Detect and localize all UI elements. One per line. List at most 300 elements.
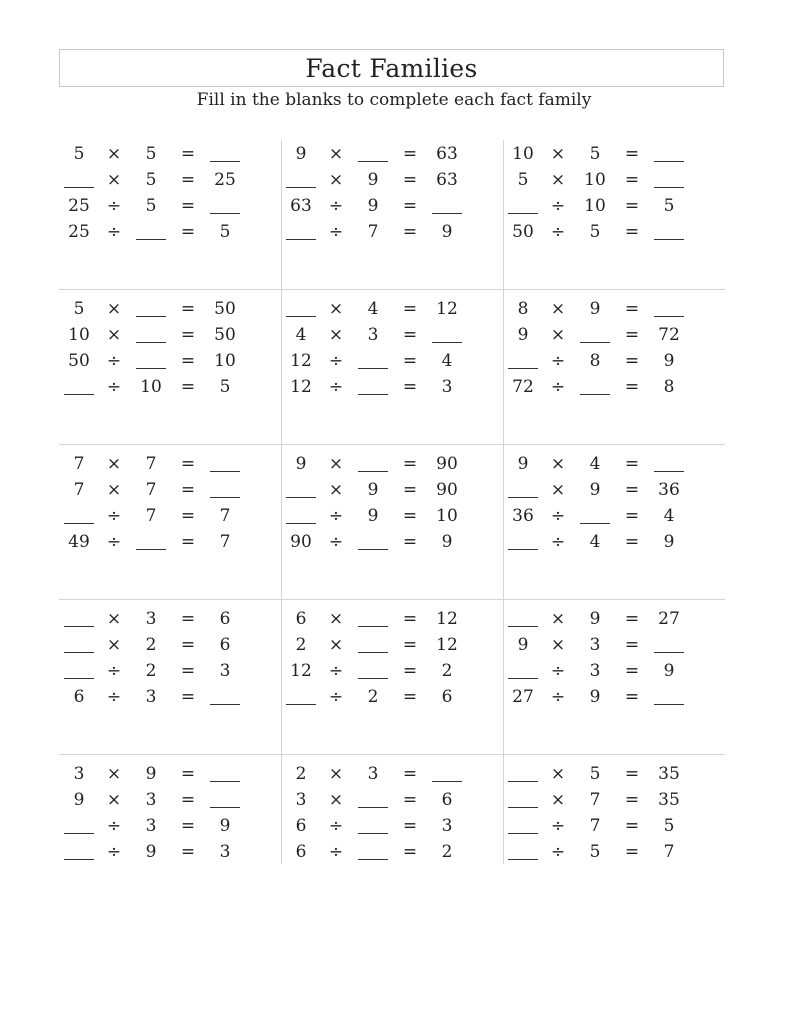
equation bbox=[59, 477, 281, 503]
answer-blank bbox=[573, 374, 617, 400]
blank-line bbox=[654, 470, 684, 472]
equation bbox=[503, 684, 725, 710]
answer-blank bbox=[281, 477, 321, 503]
number: 8 bbox=[589, 351, 601, 371]
answer-blank bbox=[503, 787, 543, 813]
number: 7 bbox=[219, 532, 231, 552]
equals-sign: = bbox=[402, 170, 418, 190]
answer-blank bbox=[503, 658, 543, 684]
equals-sign: = bbox=[180, 635, 196, 655]
operator: × bbox=[106, 609, 122, 629]
blank-line bbox=[136, 238, 166, 240]
number: 3 bbox=[145, 609, 157, 629]
operator: × bbox=[106, 299, 122, 319]
blank-line bbox=[286, 186, 316, 188]
equation bbox=[503, 787, 725, 813]
number: 9 bbox=[663, 661, 675, 681]
equation bbox=[503, 477, 725, 503]
operator: ÷ bbox=[328, 377, 344, 397]
number: 6 bbox=[441, 790, 453, 810]
equation bbox=[281, 632, 503, 658]
equals-sign: = bbox=[624, 635, 640, 655]
equals-sign: = bbox=[624, 377, 640, 397]
operator: × bbox=[106, 480, 122, 500]
worksheet-instructions: Fill in the blanks to complete each fact family bbox=[196, 90, 592, 110]
number: 2 bbox=[441, 661, 453, 681]
operator: × bbox=[328, 790, 344, 810]
equals-sign: = bbox=[180, 144, 196, 164]
operator: ÷ bbox=[550, 222, 566, 242]
answer-blank bbox=[503, 529, 543, 555]
answer-blank bbox=[281, 219, 321, 245]
equation bbox=[59, 787, 281, 813]
operator: ÷ bbox=[328, 196, 344, 216]
equation bbox=[281, 761, 503, 787]
equals-sign: = bbox=[624, 816, 640, 836]
answer-blank bbox=[503, 839, 543, 865]
equation bbox=[59, 632, 281, 658]
fact-family bbox=[281, 605, 503, 760]
number: 9 bbox=[367, 480, 379, 500]
operator: × bbox=[106, 325, 122, 345]
answer-blank bbox=[203, 477, 247, 503]
equation bbox=[281, 374, 503, 400]
operator: × bbox=[550, 609, 566, 629]
number: 10 bbox=[68, 325, 90, 345]
operator: × bbox=[328, 764, 344, 784]
equation bbox=[59, 684, 281, 710]
number: 3 bbox=[589, 635, 601, 655]
number: 7 bbox=[219, 506, 231, 526]
equals-sign: = bbox=[624, 661, 640, 681]
operator: × bbox=[328, 480, 344, 500]
number: 3 bbox=[367, 325, 379, 345]
number: 4 bbox=[441, 351, 453, 371]
blank-line bbox=[358, 470, 388, 472]
answer-blank bbox=[281, 684, 321, 710]
operator: × bbox=[106, 635, 122, 655]
operator: × bbox=[550, 790, 566, 810]
equals-sign: = bbox=[402, 687, 418, 707]
number: 9 bbox=[663, 532, 675, 552]
number: 9 bbox=[441, 532, 453, 552]
answer-blank bbox=[129, 322, 173, 348]
fact-family bbox=[59, 295, 281, 450]
equation bbox=[281, 348, 503, 374]
operator: ÷ bbox=[550, 661, 566, 681]
number: 63 bbox=[436, 170, 458, 190]
blank-line bbox=[508, 548, 538, 550]
equation bbox=[281, 322, 503, 348]
blank-line bbox=[210, 780, 240, 782]
equals-sign: = bbox=[402, 196, 418, 216]
blank-line bbox=[286, 496, 316, 498]
number: 9 bbox=[295, 144, 307, 164]
blank-line bbox=[358, 806, 388, 808]
fact-family-grid bbox=[59, 140, 725, 864]
blank-line bbox=[210, 703, 240, 705]
number: 50 bbox=[214, 325, 236, 345]
equals-sign: = bbox=[402, 842, 418, 862]
equals-sign: = bbox=[624, 532, 640, 552]
operator: ÷ bbox=[106, 222, 122, 242]
equals-sign: = bbox=[180, 196, 196, 216]
equation bbox=[503, 451, 725, 477]
blank-line bbox=[508, 367, 538, 369]
equation bbox=[281, 477, 503, 503]
number: 12 bbox=[436, 635, 458, 655]
equation bbox=[59, 606, 281, 632]
number: 4 bbox=[663, 506, 675, 526]
number: 7 bbox=[589, 790, 601, 810]
equation bbox=[503, 193, 725, 219]
number: 10 bbox=[140, 377, 162, 397]
equals-sign: = bbox=[624, 764, 640, 784]
operator: ÷ bbox=[106, 351, 122, 371]
equals-sign: = bbox=[624, 170, 640, 190]
number: 3 bbox=[219, 842, 231, 862]
answer-blank bbox=[647, 141, 691, 167]
equals-sign: = bbox=[402, 377, 418, 397]
blank-line bbox=[654, 238, 684, 240]
blank-line bbox=[136, 367, 166, 369]
blank-line bbox=[64, 522, 94, 524]
number: 7 bbox=[663, 842, 675, 862]
answer-blank bbox=[351, 348, 395, 374]
worksheet-title: Fact Families bbox=[305, 53, 478, 83]
blank-line bbox=[508, 212, 538, 214]
blank-line bbox=[64, 858, 94, 860]
equals-sign: = bbox=[402, 144, 418, 164]
number: 9 bbox=[589, 299, 601, 319]
equation bbox=[59, 813, 281, 839]
blank-line bbox=[358, 651, 388, 653]
number: 12 bbox=[436, 609, 458, 629]
equals-sign: = bbox=[180, 454, 196, 474]
answer-blank bbox=[203, 761, 247, 787]
number: 63 bbox=[290, 196, 312, 216]
number: 9 bbox=[589, 609, 601, 629]
equals-sign: = bbox=[402, 351, 418, 371]
equation bbox=[281, 141, 503, 167]
number: 6 bbox=[73, 687, 85, 707]
equation bbox=[503, 322, 725, 348]
operator: × bbox=[328, 325, 344, 345]
number: 5 bbox=[145, 170, 157, 190]
equals-sign: = bbox=[402, 325, 418, 345]
equals-sign: = bbox=[624, 144, 640, 164]
number: 10 bbox=[512, 144, 534, 164]
blank-line bbox=[508, 858, 538, 860]
equals-sign: = bbox=[624, 480, 640, 500]
equation bbox=[281, 787, 503, 813]
fact-family bbox=[59, 605, 281, 760]
fact-family bbox=[503, 295, 725, 450]
answer-blank bbox=[647, 632, 691, 658]
blank-line bbox=[286, 703, 316, 705]
operator: ÷ bbox=[550, 842, 566, 862]
fact-family bbox=[59, 450, 281, 605]
equation bbox=[59, 322, 281, 348]
equals-sign: = bbox=[624, 687, 640, 707]
answer-blank bbox=[59, 374, 99, 400]
number: 5 bbox=[589, 764, 601, 784]
answer-blank bbox=[425, 322, 469, 348]
equals-sign: = bbox=[624, 299, 640, 319]
equation bbox=[503, 529, 725, 555]
equals-sign: = bbox=[180, 351, 196, 371]
operator: × bbox=[550, 144, 566, 164]
operator: × bbox=[328, 170, 344, 190]
blank-line bbox=[136, 341, 166, 343]
operator: × bbox=[106, 764, 122, 784]
number: 25 bbox=[68, 196, 90, 216]
answer-blank bbox=[647, 684, 691, 710]
blank-line bbox=[210, 496, 240, 498]
blank-line bbox=[210, 160, 240, 162]
blank-line bbox=[432, 212, 462, 214]
number: 36 bbox=[512, 506, 534, 526]
equals-sign: = bbox=[402, 661, 418, 681]
answer-blank bbox=[351, 632, 395, 658]
answer-blank bbox=[351, 606, 395, 632]
answer-blank bbox=[129, 348, 173, 374]
blank-line bbox=[210, 806, 240, 808]
answer-blank bbox=[647, 167, 691, 193]
operator: × bbox=[328, 299, 344, 319]
blank-line bbox=[210, 212, 240, 214]
operator: ÷ bbox=[328, 816, 344, 836]
blank-line bbox=[286, 522, 316, 524]
operator: × bbox=[106, 170, 122, 190]
number: 50 bbox=[214, 299, 236, 319]
answer-blank bbox=[351, 451, 395, 477]
number: 25 bbox=[68, 222, 90, 242]
number: 3 bbox=[219, 661, 231, 681]
equation bbox=[59, 219, 281, 245]
answer-blank bbox=[281, 296, 321, 322]
equation bbox=[281, 193, 503, 219]
operator: ÷ bbox=[550, 532, 566, 552]
operator: ÷ bbox=[550, 687, 566, 707]
equals-sign: = bbox=[180, 790, 196, 810]
number: 72 bbox=[658, 325, 680, 345]
operator: × bbox=[550, 480, 566, 500]
fact-family bbox=[503, 140, 725, 295]
equation bbox=[59, 167, 281, 193]
number: 3 bbox=[441, 816, 453, 836]
answer-blank bbox=[59, 839, 99, 865]
blank-line bbox=[432, 341, 462, 343]
equation bbox=[281, 813, 503, 839]
equals-sign: = bbox=[180, 377, 196, 397]
answer-blank bbox=[503, 477, 543, 503]
operator: ÷ bbox=[550, 196, 566, 216]
answer-blank bbox=[59, 632, 99, 658]
number: 4 bbox=[367, 299, 379, 319]
number: 6 bbox=[295, 609, 307, 629]
equation bbox=[59, 529, 281, 555]
blank-line bbox=[508, 496, 538, 498]
number: 9 bbox=[663, 351, 675, 371]
equation bbox=[59, 839, 281, 865]
fact-family bbox=[59, 760, 281, 915]
answer-blank bbox=[503, 813, 543, 839]
equals-sign: = bbox=[180, 480, 196, 500]
blank-line bbox=[286, 315, 316, 317]
number: 12 bbox=[290, 351, 312, 371]
operator: ÷ bbox=[550, 816, 566, 836]
number: 5 bbox=[73, 299, 85, 319]
equals-sign: = bbox=[402, 764, 418, 784]
answer-blank bbox=[503, 606, 543, 632]
equals-sign: = bbox=[402, 506, 418, 526]
number: 3 bbox=[145, 790, 157, 810]
blank-line bbox=[580, 341, 610, 343]
equals-sign: = bbox=[402, 454, 418, 474]
equation bbox=[59, 193, 281, 219]
equation bbox=[281, 167, 503, 193]
number: 12 bbox=[290, 377, 312, 397]
operator: × bbox=[550, 170, 566, 190]
answer-blank bbox=[351, 813, 395, 839]
blank-line bbox=[654, 160, 684, 162]
operator: × bbox=[328, 454, 344, 474]
equation bbox=[503, 348, 725, 374]
blank-line bbox=[136, 315, 166, 317]
operator: × bbox=[550, 454, 566, 474]
number: 10 bbox=[436, 506, 458, 526]
number: 9 bbox=[589, 687, 601, 707]
equals-sign: = bbox=[402, 222, 418, 242]
equation bbox=[281, 839, 503, 865]
number: 2 bbox=[441, 842, 453, 862]
equation bbox=[281, 219, 503, 245]
equals-sign: = bbox=[180, 299, 196, 319]
blank-line bbox=[358, 548, 388, 550]
operator: ÷ bbox=[106, 842, 122, 862]
number: 9 bbox=[367, 506, 379, 526]
equation bbox=[503, 141, 725, 167]
equation bbox=[281, 529, 503, 555]
equals-sign: = bbox=[624, 609, 640, 629]
equals-sign: = bbox=[180, 506, 196, 526]
number: 35 bbox=[658, 764, 680, 784]
number: 5 bbox=[73, 144, 85, 164]
number: 8 bbox=[663, 377, 675, 397]
number: 6 bbox=[441, 687, 453, 707]
number: 10 bbox=[214, 351, 236, 371]
number: 8 bbox=[517, 299, 529, 319]
equals-sign: = bbox=[624, 351, 640, 371]
blank-line bbox=[358, 677, 388, 679]
operator: × bbox=[106, 790, 122, 810]
number: 12 bbox=[290, 661, 312, 681]
equals-sign: = bbox=[624, 790, 640, 810]
equals-sign: = bbox=[180, 222, 196, 242]
equation bbox=[503, 167, 725, 193]
number: 2 bbox=[145, 635, 157, 655]
answer-blank bbox=[351, 529, 395, 555]
answer-blank bbox=[281, 167, 321, 193]
equation bbox=[503, 503, 725, 529]
answer-blank bbox=[59, 658, 99, 684]
number: 27 bbox=[658, 609, 680, 629]
fact-family bbox=[281, 450, 503, 605]
blank-line bbox=[64, 677, 94, 679]
number: 7 bbox=[589, 816, 601, 836]
operator: ÷ bbox=[106, 196, 122, 216]
blank-line bbox=[580, 393, 610, 395]
answer-blank bbox=[647, 451, 691, 477]
number: 5 bbox=[589, 842, 601, 862]
number: 5 bbox=[589, 222, 601, 242]
number: 5 bbox=[517, 170, 529, 190]
number: 4 bbox=[295, 325, 307, 345]
equals-sign: = bbox=[180, 532, 196, 552]
answer-blank bbox=[129, 529, 173, 555]
answer-blank bbox=[647, 296, 691, 322]
equation bbox=[281, 451, 503, 477]
answer-blank bbox=[503, 761, 543, 787]
equals-sign: = bbox=[402, 790, 418, 810]
operator: ÷ bbox=[106, 661, 122, 681]
number: 7 bbox=[145, 506, 157, 526]
blank-line bbox=[358, 625, 388, 627]
operator: × bbox=[550, 764, 566, 784]
operator: × bbox=[550, 299, 566, 319]
blank-line bbox=[64, 186, 94, 188]
answer-blank bbox=[573, 322, 617, 348]
equals-sign: = bbox=[402, 635, 418, 655]
operator: × bbox=[106, 454, 122, 474]
number: 3 bbox=[145, 687, 157, 707]
answer-blank bbox=[59, 606, 99, 632]
equation bbox=[281, 658, 503, 684]
number: 7 bbox=[145, 454, 157, 474]
number: 10 bbox=[584, 170, 606, 190]
equals-sign: = bbox=[402, 532, 418, 552]
blank-line bbox=[508, 832, 538, 834]
number: 9 bbox=[589, 480, 601, 500]
number: 7 bbox=[73, 454, 85, 474]
blank-line bbox=[64, 393, 94, 395]
operator: × bbox=[550, 325, 566, 345]
equation bbox=[503, 374, 725, 400]
number: 6 bbox=[219, 609, 231, 629]
title-box bbox=[59, 49, 724, 87]
operator: ÷ bbox=[106, 816, 122, 836]
number: 9 bbox=[73, 790, 85, 810]
equation bbox=[281, 606, 503, 632]
number: 3 bbox=[145, 816, 157, 836]
equals-sign: = bbox=[180, 170, 196, 190]
operator: ÷ bbox=[328, 687, 344, 707]
number: 3 bbox=[589, 661, 601, 681]
operator: ÷ bbox=[106, 377, 122, 397]
equation bbox=[281, 296, 503, 322]
equals-sign: = bbox=[624, 454, 640, 474]
number: 6 bbox=[219, 635, 231, 655]
equation bbox=[503, 761, 725, 787]
operator: × bbox=[328, 609, 344, 629]
equals-sign: = bbox=[180, 661, 196, 681]
operator: ÷ bbox=[328, 506, 344, 526]
equation bbox=[281, 684, 503, 710]
blank-line bbox=[508, 780, 538, 782]
blank-line bbox=[210, 470, 240, 472]
number: 5 bbox=[589, 144, 601, 164]
